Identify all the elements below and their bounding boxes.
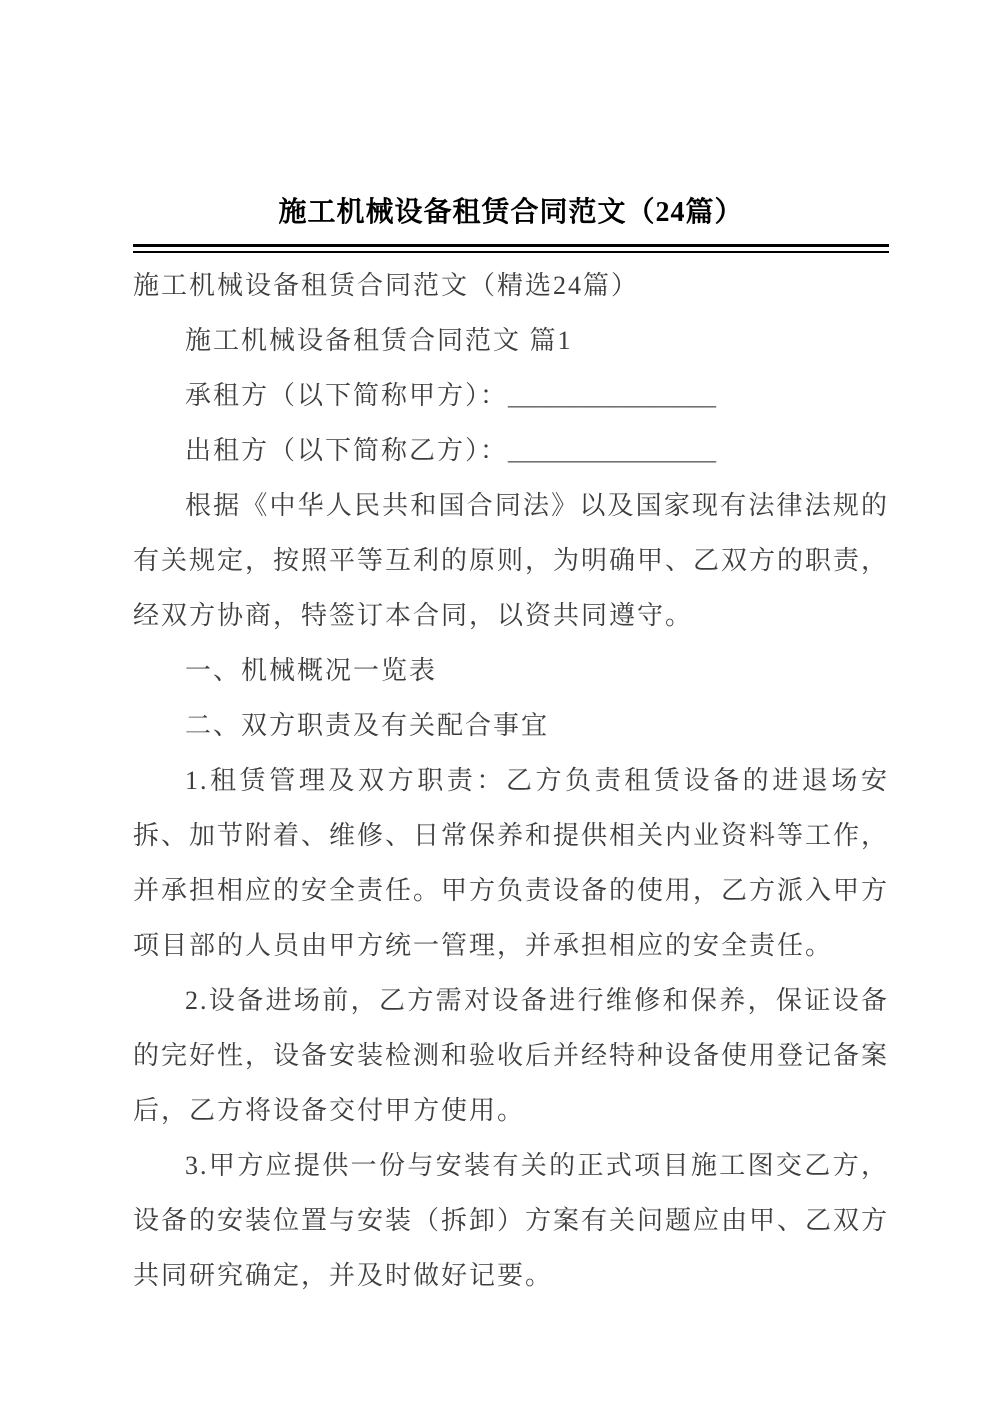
fill-in-blank: ________________ [508, 436, 717, 465]
paragraph-text: 2.设备进场前，乙方需对设备进行维修和保养，保证设备的完好性，设备安装检测和验收后并经特种设备使用登记备案后，乙方将设备交付甲方使用。 [133, 986, 890, 1125]
paragraph [133, 368, 889, 423]
paragraph-text: 出租方（以下简称乙方）： [185, 436, 509, 465]
paragraph [133, 753, 889, 973]
paragraph-text: 施工机械设备租赁合同范文 篇1 [185, 326, 573, 355]
paragraph-text: 1.租赁管理及双方职责：乙方负责租赁设备的进退场安拆、加节附着、维修、日常保养和提供相关内业资料等工作，并承担相应的安全责任。甲方负责设备的使用，乙方派入甲方项目部的人员由甲方统一管理，并承担相应的安全责任。 [133, 766, 890, 960]
title-divider-rule [133, 244, 889, 253]
paragraph-text: 一、机械概况一览表 [185, 656, 438, 685]
paragraph [133, 423, 889, 478]
paragraph [133, 1138, 889, 1303]
paragraph-text: 承租方（以下简称甲方）： [185, 381, 509, 410]
document-body [133, 256, 889, 1303]
paragraph [133, 258, 889, 313]
paragraph-text: 二、双方职责及有关配合事宜 [185, 711, 550, 740]
paragraph [133, 478, 889, 643]
paragraph-text: 根据《中华人民共和国合同法》以及国家现有法律法规的有关规定，按照平等互利的原则，为明确甲、乙双方的职责，经双方协商，特签订本合同，以资共同遵守。 [133, 491, 890, 630]
fill-in-blank: ________________ [508, 381, 717, 410]
paragraph [133, 973, 889, 1138]
document-title: 施工机械设备租赁合同范文（24篇） [278, 197, 744, 228]
paragraph-text: 3.甲方应提供一份与安装有关的正式项目施工图交乙方，设备的安装位置与安装（拆卸）方案有关问题应由甲、乙双方共同研究确定，并及时做好记要。 [133, 1151, 890, 1290]
paragraph [133, 313, 889, 368]
paragraph [133, 698, 889, 753]
paragraph [133, 643, 889, 698]
paragraph-text: 施工机械设备租赁合同范文（精选24篇） [133, 271, 640, 300]
